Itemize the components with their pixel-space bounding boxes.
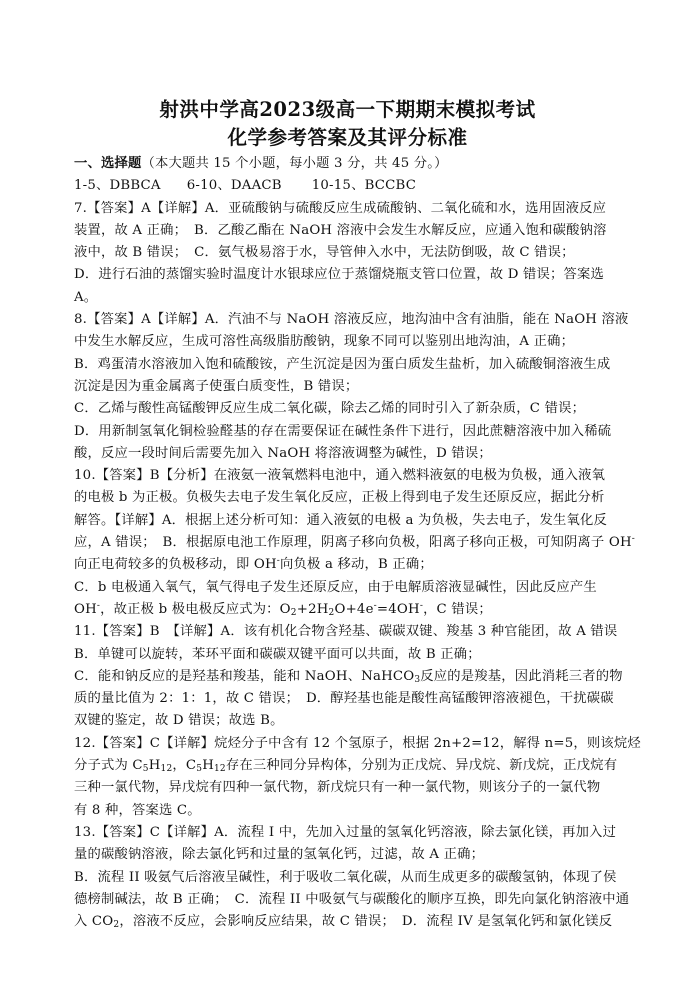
subscript: 12: [214, 764, 226, 775]
text-run: 分子式为 C: [74, 758, 143, 774]
superscript: -: [96, 600, 101, 611]
section-heading-label: 一、选择题: [74, 156, 142, 171]
document-title: 射洪中学高2023级高一下期期末模拟考试: [159, 98, 536, 121]
text-line: 沉淀是因为重金属离子使蛋白质变性，B 错误；: [74, 378, 359, 394]
answer-content: [74, 153, 641, 933]
text-line: 质的量比值为 2：1：1，故 C 错误； D．醇羟基也能是酸性高锰酸钾溶液褪色，干扰碳碳: [74, 691, 614, 707]
text-line: [74, 755, 622, 777]
text-line: 的电极 b 为正极。负极失去电子发生氧化反应，正极上得到电子发生还原反应，据此分析: [74, 490, 605, 506]
text-run: H: [202, 758, 214, 774]
subscript: 3: [414, 674, 421, 685]
text-run: ，溶液不反应，会影响反应结果，故 C 错误； D．流程 IV 是氢氧化钙和氯化镁反: [119, 914, 613, 930]
text-line: C．b 电极通入氧气，氧气得电子发生还原反应，由于电解质溶液显碱性，因此反应产生: [74, 579, 597, 595]
text-run: ，C: [172, 758, 197, 774]
subscript: 5: [196, 764, 203, 775]
text-line: B．单键可以旋转，苯环平面和碳碳双键平面可以共面，故 B 正确；: [74, 646, 481, 662]
text-line: 液中，故 B 错误； C．氨气极易溶于水，导管伸入水中，无法防倒吸，故 C 错误；: [74, 245, 575, 261]
text-line: 量的碳酸钠溶液，除去氯化钙和过量的氢氧化钙，过滤，故 A 正确；: [74, 847, 485, 863]
text-line: [74, 911, 622, 933]
document-subtitle: 化学参考答案及其评分标准: [227, 126, 468, 149]
text-line: C．乙烯与酸性高锰酸钾反应生成二氧化碳，除去乙烯的同时引入了新杂质，C 错误；: [74, 401, 586, 417]
text-run: O+4e: [334, 601, 374, 617]
text-run: 向负极 a 移动，B 正确；: [280, 557, 433, 573]
text-line: B．流程 II 吸氨气后溶液呈碱性，利于吸收二氧化碳，从而生成更多的碳酸氢钠，体现了侯: [74, 869, 617, 885]
text-line: 三种一氯代物，异戊烷有四种一氯代物，新戊烷只有一种一氯代物，则该分子的一氯代物: [74, 780, 601, 796]
subscript: 5: [142, 764, 149, 775]
answers-11-15: 10-15、BCCBC: [311, 178, 417, 194]
text-line: [74, 554, 622, 576]
text-run: 入 CO: [74, 914, 114, 930]
text-run: ，故正极 b 极电极反应式为：O: [100, 601, 291, 617]
text-run: =4OH: [376, 601, 420, 617]
text-run: OH: [74, 601, 97, 617]
text-line: 中发生水解反应，生成可溶性高级脂肪酸钠，现象不同可以鉴别出地沟油，A 正确；: [74, 334, 575, 350]
text-run: 应，A 错误； B．根据原电池工作原理，阴离子移向负极，阳离子移向正极，可知阴离子 OH: [74, 535, 632, 551]
text-run: +2H: [296, 601, 329, 617]
text-run: ，C 错误；: [423, 601, 492, 617]
text-run: 存在三种同分异构体，分别为正戊烷、异戊烷、新戊烷，正戊烷有: [225, 758, 618, 774]
text-line: D．用新制氢氧化铜检验醛基的存在需要保证在碱性条件下进行，因此蔗糖溶液中加入稀硫: [74, 423, 612, 439]
answers-1-5: 1-5、DBBCA: [74, 178, 161, 194]
text-line: 酸，反应一段时间后需要先加入 NaOH 将溶液调整为碱性，D 错误；: [74, 445, 492, 461]
text-line: 10.【答案】B【分析】在液氨一液氧燃料电池中，通入燃料液氨的电极为负极，通入液氧: [74, 468, 606, 484]
superscript: -: [373, 600, 377, 611]
superscript: -: [276, 556, 281, 567]
text-line: 有 8 种，答案选 C。: [74, 802, 201, 818]
text-line: [74, 666, 622, 688]
subscript: 2: [113, 920, 120, 931]
text-line: 装置，故 A 正确； B．乙酸乙酯在 NaOH 溶液中会发生水解反应，应通入饱和碳酸钠溶: [74, 222, 607, 238]
text-line: 8.【答案】A【详解】A．汽油不与 NaOH 溶液反应，地沟油中含有油脂，能在 NaOH 溶液: [74, 312, 629, 328]
text-line: A。: [74, 289, 98, 305]
subscript: 2: [290, 607, 297, 618]
section-heading-note: （本大题共 15 个小题，每小题 3 分，共 45 分。）: [141, 156, 448, 171]
text-line: 12.【答案】C【详解】烷烃分子中含有 12 个氢原子，根据 2n+2=12，解得 n=5，则该烷烃: [74, 735, 641, 751]
section-heading: [74, 153, 622, 175]
subscript: 12: [160, 764, 173, 775]
text-line: 德榜制碱法，故 B 正确； C．流程 II 中吸氨气与碳酸化的顺序互换，即先向氯化钠溶液中通: [74, 891, 630, 907]
text-run: H: [148, 758, 161, 774]
text-line: D．进行石油的蒸馏实验时温度计水银球应位于蒸馏烧瓶支管口位置，故 D 错误；答案选: [74, 267, 604, 283]
superscript: -: [631, 534, 636, 545]
text-run: C．能和钠反应的是羟基和羧基，能和 NaOH、NaHCO: [74, 668, 415, 684]
text-line: B．鸡蛋清水溶液加入饱和硫酸铵，产生沉淀是因为蛋白质发生盐析，加入硫酸铜溶液生成: [74, 356, 611, 372]
text-line: 13.【答案】C【详解】A．流程 I 中，先加入过量的氢氧化钙溶液，除去氯化镁，再加入过: [74, 824, 617, 840]
text-line: 解答。【详解】A．根据上述分析可知：通入液氨的电极 a 为负极，失去电子，发生氧化反: [74, 512, 608, 528]
text-line: [74, 532, 636, 554]
text-line: [74, 599, 622, 621]
text-run: 反应的是羧基，因此消耗三者的物: [420, 668, 623, 684]
multiple-choice-answers: [74, 175, 622, 197]
text-line: 11.【答案】B 【详解】A．该有机化合物含羟基、碳碳双键、羧基 3 种官能团，故 A 错误: [74, 624, 618, 640]
subscript: 2: [328, 607, 335, 618]
text-line: 双键的鉴定，故 D 错误；故选 B。: [74, 713, 284, 729]
text-line: 7.【答案】A【详解】A．亚硫酸钠与硫酸反应生成硫酸钠、二氧化硫和水，选用固液反应: [74, 200, 607, 216]
answers-6-10: 6-10、DAACB: [186, 178, 282, 194]
superscript: -: [419, 600, 424, 611]
text-run: 向正电荷较多的负极移动，即 OH: [74, 557, 277, 573]
